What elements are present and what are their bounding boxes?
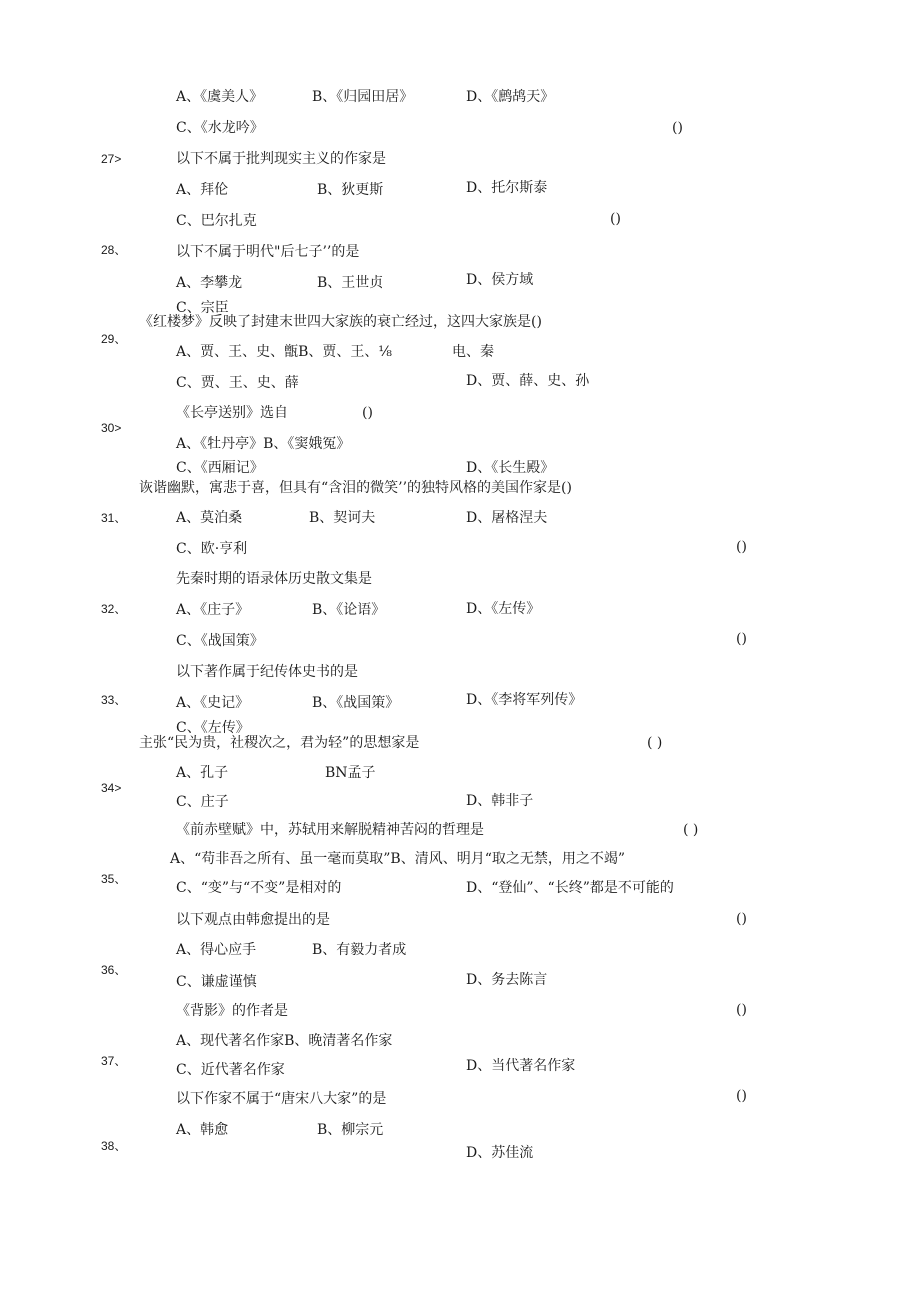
q27-stem: 以下不属于批判现实主义的作家是 <box>176 151 386 167</box>
q34-option-b: BN孟子 <box>325 765 376 781</box>
q34-stem: 主张“民为贵，社稷次之，君为轻”的思想家是 <box>139 735 420 751</box>
q29-stem: 《红楼梦》反映了封建末世四大家族的衰亡经过，这四大家族是() <box>139 314 542 330</box>
q33-option-c: C、《左传》 <box>176 720 250 736</box>
q37-stem: 《背影》的作者是 <box>176 1003 288 1019</box>
q32-number: 32、 <box>101 602 127 616</box>
q36-option-c: C、谦虚谨慎 <box>176 974 257 990</box>
q34-option-d: D、韩非子 <box>466 793 534 809</box>
q31-stem: 诙谐幽默，寓悲于喜，但具有“含泪的微笑’’的独特风格的美国作家是() <box>139 480 572 496</box>
q31-option-c: C、欧·亨利 <box>176 541 248 557</box>
q26-option-a: A、《虞美人》 <box>176 89 264 105</box>
q36-number: 36、 <box>101 963 127 977</box>
q30-option-c: C、《西厢记》 <box>176 460 264 476</box>
q27-option-b: B、狄更斯 <box>317 182 384 198</box>
q32-stem: 先秦时期的语录体历史散文集是 <box>176 571 372 587</box>
q33-stem: 以下著作属于纪传体史书的是 <box>176 664 358 680</box>
q37-option-c: C、近代著名作家 <box>176 1062 285 1078</box>
q30-number: 30> <box>101 421 122 435</box>
q27-option-c: C、巴尔扎克 <box>176 213 257 229</box>
q28-option-c: C、宗臣 <box>176 300 229 316</box>
q32-answer-paren: () <box>736 631 747 647</box>
q27-answer-paren: () <box>610 211 621 227</box>
q36-option-b: B、有毅力者成 <box>312 942 407 958</box>
q27-option-a: A、拜伦 <box>176 182 229 198</box>
q29-number: 29、 <box>101 332 127 346</box>
q37-option-d: D、当代著名作家 <box>466 1058 576 1074</box>
q34-option-c: C、庄子 <box>176 794 229 810</box>
q28-number: 28、 <box>101 243 127 257</box>
q37-answer-paren: () <box>736 1002 747 1018</box>
q34-option-a: A、孔子 <box>176 765 229 781</box>
q33-number: 33、 <box>101 693 127 707</box>
q38-option-a: A、韩愈 <box>176 1122 229 1138</box>
q29-options-ab: A、贾、王、史、甑B、贾、王、⅛ <box>176 344 392 360</box>
q36-answer-paren: () <box>736 911 747 927</box>
q38-answer-paren: () <box>736 1088 747 1104</box>
q38-number: 38、 <box>101 1139 127 1153</box>
q35-options-ab: A、“苟非吾之所有、虽一毫而莫取”B、清风、明月“取之无禁，用之不竭” <box>170 851 626 867</box>
q31-answer-paren: () <box>736 539 747 555</box>
q31-option-d: D、屠格涅夫 <box>466 510 548 526</box>
q28-option-a: A、李攀龙 <box>176 275 243 291</box>
q32-option-b: B、《论语》 <box>312 602 386 618</box>
q27-option-d: D、托尔斯泰 <box>466 180 548 196</box>
q33-option-b: B、《战国策》 <box>312 695 400 711</box>
q28-option-d: D、侯方域 <box>466 272 534 288</box>
q30-answer-paren: () <box>362 405 373 421</box>
q28-stem: 以下不属于明代"后七子’’的是 <box>176 244 360 260</box>
q37-options-ab: A、现代著名作家B、晚清著名作家 <box>176 1033 393 1049</box>
q33-option-d: D、《李将军列传》 <box>466 692 583 708</box>
q36-option-d: D、务去陈言 <box>466 972 548 988</box>
q32-option-c: C、《战国策》 <box>176 633 264 649</box>
q29-options-ab-tail: 电、秦 <box>452 344 494 360</box>
q34-number: 34> <box>101 781 122 795</box>
q33-option-a: A、《史记》 <box>176 695 250 711</box>
q31-option-a: A、莫泊桑 <box>176 510 243 526</box>
q37-number: 37、 <box>101 1054 127 1068</box>
q26-option-b: B、《归园田居》 <box>312 89 414 105</box>
q38-option-b: B、柳宗元 <box>317 1122 384 1138</box>
q27-number: 27> <box>101 152 122 166</box>
q36-stem: 以下观点由韩愈提出的是 <box>176 912 330 928</box>
q26-option-d: D、《鹧鸪天》 <box>466 89 555 105</box>
q35-number: 35、 <box>101 872 127 886</box>
q35-option-c: C、“变”与“不变”是相对的 <box>176 880 342 896</box>
q38-stem: 以下作家不属于“唐宋八大家”的是 <box>176 1091 387 1107</box>
q26-answer-paren: () <box>672 120 683 136</box>
q28-option-b: B、王世贞 <box>317 275 384 291</box>
q34-answer-paren: ( ) <box>647 735 663 751</box>
q26-option-c: C、《水龙吟》 <box>176 120 264 136</box>
q35-stem: 《前赤壁赋》中，苏轼用来解脱精神苦闷的哲理是 <box>176 822 484 838</box>
q36-option-a: A、得心应手 <box>176 942 257 958</box>
q32-option-a: A、《庄子》 <box>176 602 250 618</box>
q29-option-d: D、贾、薛、史、孙 <box>466 373 590 389</box>
q38-option-d: D、苏佳流 <box>466 1145 534 1161</box>
q31-option-b: B、契诃夫 <box>309 510 376 526</box>
q29-option-c: C、贾、王、史、薛 <box>176 375 299 391</box>
q35-option-d: D、“登仙”、“长终”都是不可能的 <box>466 880 674 896</box>
q30-stem: 《长亭送别》选自 <box>176 405 288 421</box>
q35-answer-paren: ( ) <box>683 822 699 838</box>
q30-option-d: D、《长生殿》 <box>466 460 555 476</box>
q30-options-ab: A、《牡丹亭》B、《窦娥冤》 <box>176 436 351 452</box>
q31-number: 31、 <box>101 511 127 525</box>
q32-option-d: D、《左传》 <box>466 601 541 617</box>
